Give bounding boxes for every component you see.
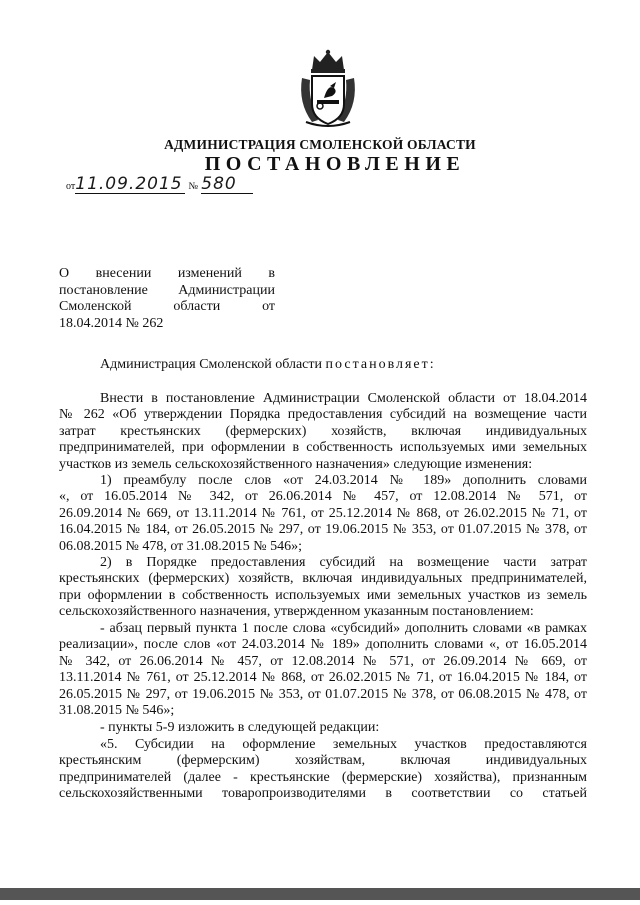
body-paragraph-intro xyxy=(59,391,587,473)
text-line: № 262 «Об утверждении Порядка предоставления субсидий на возмещение части xyxy=(59,407,587,423)
handwritten-number: 580 xyxy=(201,176,253,194)
text-line: 13.11.2014 № 761, от 25.12.2014 № 868, от 26.02.2015 № 71, от 16.04.2015 № 184, от xyxy=(59,670,587,686)
text-line: крестьянских (фермерских) хозяйств, включая индивидуальных предпринимателей, xyxy=(59,571,587,587)
text-line: предпринимателей (далее - крестьянские (фермерские) хозяйства), признанным xyxy=(59,769,587,785)
text-line: 06.08.2015 № 478, от 31.08.2015 № 546»; xyxy=(59,538,303,554)
organization-title: АДМИНИСТРАЦИЯ СМОЛЕНСКОЙ ОБЛАСТИ xyxy=(164,137,476,152)
scan-bottom-edge xyxy=(0,888,640,900)
dash-item-1 xyxy=(59,621,587,719)
text-line: 26.09.2014 № 669, от 13.11.2014 № 761, от 25.12.2014 № 868, от 26.02.2015 № 71, от xyxy=(59,505,587,521)
text-line: «5. Субсидии на оформление земельных участков предоставляются xyxy=(100,737,587,752)
subject-line: 18.04.2014 № 262 xyxy=(59,315,164,331)
text-line: реализации», после слов «от 24.03.2014 № 189» дополнить словами «, от 16.05.2014 xyxy=(59,637,587,653)
subject-line: О внесении изменений в xyxy=(59,266,275,281)
text-line: № 342, от 26.06.2014 № 457, от 12.08.2014 № 571, от 26.09.2014 № 669, от xyxy=(59,653,587,669)
text-line: участков из земель сельскохозяйственного назначения» следующие изменения: xyxy=(59,456,533,472)
subject-block xyxy=(59,266,275,332)
text-line: 26.05.2015 № 297, от 19.06.2015 № 353, от 01.07.2015 № 378, от 06.08.2015 № 478, от xyxy=(59,686,587,702)
handwritten-date: 11.09.2015 xyxy=(75,176,185,194)
text-line: крестьянским (фермерским) хозяйствам, включая индивидуальных xyxy=(59,753,587,769)
date-prefix: от xyxy=(66,181,76,192)
point-5 xyxy=(59,737,587,803)
text-line: сельскохозяйственного назначения, утвержденном указанным постановлением: xyxy=(59,604,534,620)
text-line: 2) в Порядке предоставления субсидий на возмещение части затрат xyxy=(100,555,587,570)
text-line: «, от 16.05.2014 № 342, от 26.06.2014 № 457, от 12.08.2014 № 571, от xyxy=(59,489,587,505)
coat-of-arms-emblem xyxy=(296,48,360,128)
document-type-title: ПОСТАНОВЛЕНИЕ xyxy=(204,153,466,175)
preamble xyxy=(59,357,587,373)
subject-line: постановление Администрации xyxy=(59,282,275,298)
text-line: - абзац первый пункта 1 после слова «субсидий» дополнить словами «в рамках xyxy=(100,621,587,636)
preamble-lead: Администрация Смоленской области xyxy=(100,357,323,372)
text-line: сельскохозяйственными товаропроизводителями в соответствии со статьей xyxy=(59,786,587,802)
subject-line: Смоленской области от xyxy=(59,299,275,314)
text-line: предпринимателей, при оформлении в собственность используемых ими земельных xyxy=(59,440,587,456)
preamble-action: постановляет: xyxy=(325,357,436,372)
text-line: Внести в постановление Администрации Смоленской области от 18.04.2014 xyxy=(100,391,587,406)
list-item-1 xyxy=(59,473,587,555)
text-line: 16.04.2015 № 184, от 26.05.2015 № 297, от 19.06.2015 № 353, от 01.07.2015 № 378, от xyxy=(59,522,587,538)
text-line: затрат крестьянских (фермерских) хозяйств, включая индивидуальных xyxy=(59,423,587,439)
text-line: 1) преамбулу после слов «от 24.03.2014 № 189» дополнить словами xyxy=(100,473,587,488)
dash-item-2: - пункты 5-9 изложить в следующей редакции: xyxy=(100,720,380,735)
list-item-2 xyxy=(59,555,587,621)
number-prefix: № xyxy=(188,181,199,192)
date-number-line xyxy=(66,176,253,194)
text-line: при оформлении в собственность используемых ими земельных участков из земель xyxy=(59,587,587,603)
text-line: 31.08.2015 № 546»; xyxy=(59,703,175,719)
